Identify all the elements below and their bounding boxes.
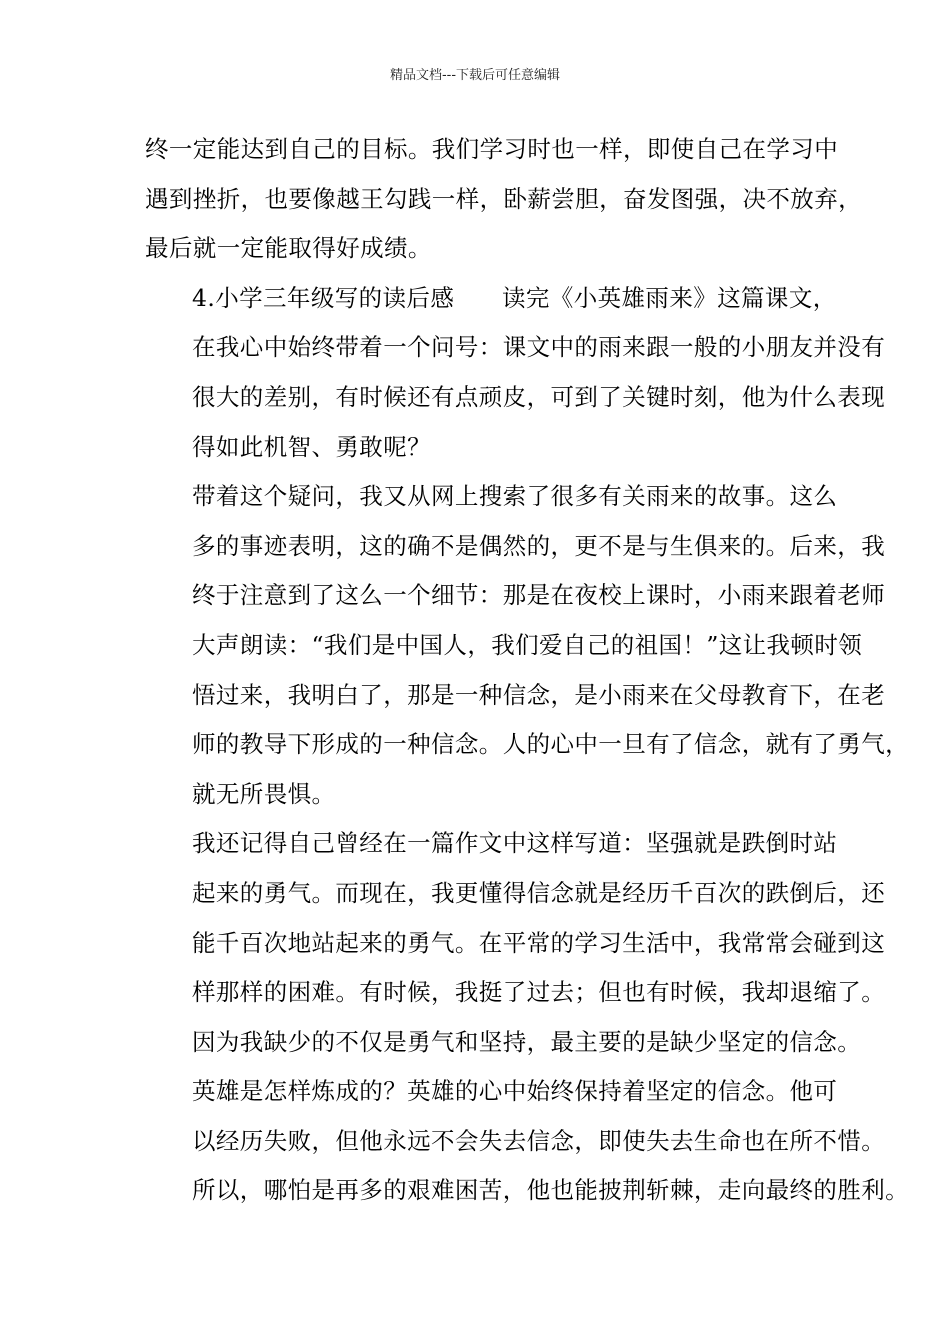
text-line: 以经历失败，但他永远不会失去信念，即使失去生命也在所不惜。 bbox=[192, 1126, 886, 1155]
paragraph-1 bbox=[145, 125, 862, 274]
text-line: 终一定能达到自己的目标。我们学习时也一样，即使自己在学习中 bbox=[145, 135, 839, 163]
text-line: 因为我缺少的不仅是勇气和坚持，最主要的是缺少坚定的信念。 bbox=[192, 1027, 862, 1056]
text-line: 样那样的困难。有时候，我挺了过去；但也有时候，我却退缩了。 bbox=[192, 978, 886, 1007]
text-line: 在我心中始终带着一个问号：课文中的雨来跟一般的小朋友并没有 bbox=[192, 333, 886, 362]
text-line: 能千百次地站起来的勇气。在平常的学习生活中，我常常会碰到这 bbox=[192, 928, 886, 957]
text-line: 很大的差别，有时候还有点顽皮，可到了关键时刻，他为什么表现 bbox=[192, 382, 886, 411]
document-body bbox=[145, 125, 909, 1216]
text-line: 最后就一定能取得好成绩。 bbox=[145, 234, 432, 263]
text-line: 师的教导下形成的一种信念。人的心中一旦有了信念，就有了勇气， bbox=[192, 730, 909, 759]
text-line: 英雄是怎样炼成的？英雄的心中始终保持着坚定的信念。他可 bbox=[192, 1077, 838, 1106]
text-line: 起来的勇气。而现在，我更懂得信念就是经历千百次的跌倒后，还 bbox=[192, 878, 886, 907]
paragraph-4 bbox=[145, 819, 886, 1067]
paragraph-2 bbox=[145, 274, 886, 472]
text-line: 悟过来，我明白了，那是一种信念，是小雨来在父母教育下，在老 bbox=[192, 680, 886, 709]
text-line: 多的事迹表明，这的确不是偶然的，更不是与生俱来的。后来，我 bbox=[192, 531, 886, 560]
paragraph-3 bbox=[145, 472, 909, 819]
text-line: 所以，哪怕是再多的艰难困苦，他也能披荆斩棘，走向最终的胜利。 bbox=[192, 1176, 909, 1205]
text-line: 得如此机智、勇敢呢？ bbox=[192, 432, 431, 461]
text-line: 带着这个疑问，我又从网上搜索了很多有关雨来的故事。这么 bbox=[192, 482, 838, 511]
text-line: 终于注意到了这么一个细节：那是在夜校上课时，小雨来跟着老师 bbox=[192, 581, 886, 610]
text-line: 4.小学三年级写的读后感 读完《小英雄雨来》这篇课文， bbox=[192, 283, 837, 312]
text-line: 大声朗读：“我们是中国人，我们爱自己的祖国！”这让我顿时领 bbox=[192, 630, 863, 659]
text-line: 我还记得自己曾经在一篇作文中这样写道：坚强就是跌倒时站 bbox=[192, 829, 838, 858]
text-line: 就无所畏惧。 bbox=[192, 779, 336, 808]
page-header: 精品文档---下载后可任意编辑 bbox=[389, 68, 561, 83]
text-line: 遇到挫折，也要像越王勾践一样，卧薪尝胆，奋发图强，决不放弃， bbox=[145, 184, 862, 213]
paragraph-5 bbox=[145, 1067, 909, 1216]
